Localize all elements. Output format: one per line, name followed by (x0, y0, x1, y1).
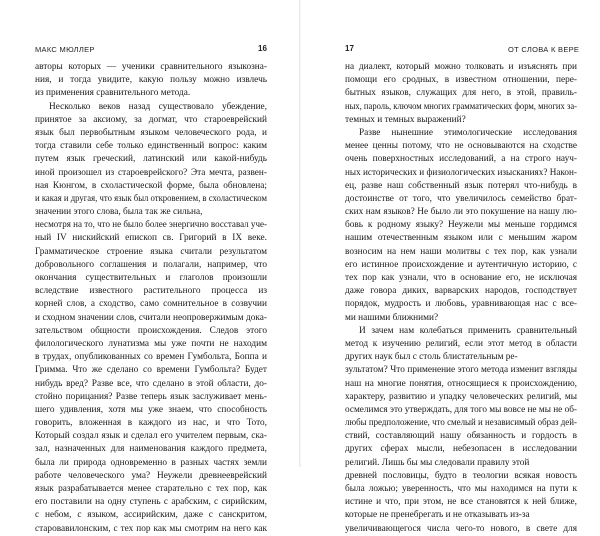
text-line: старовавилонским, с тех пор как мы смотрим на него как (35, 523, 267, 534)
text-line: несмотря на то, что не было более энергично восставал уче- (35, 220, 267, 231)
text-line: осмелимся это утверждать, для того мы вовсе не мы не об- (345, 404, 577, 415)
text-line: из применения сравнительного метода. (35, 88, 191, 99)
text-line: достоинстве от того, что увеличилось семейство брат- (345, 193, 577, 204)
text-line: наш на многие понятия, относящиеся к происхождению, (345, 378, 577, 389)
text-line: ния, и тогда увидите, какую пользу можно извлечь (35, 75, 267, 86)
text-line: древней пословицы, будто в теологии всякая новость (345, 470, 577, 481)
text-line: и какая и другая, что язык был откровением, в схоластическом (35, 193, 267, 204)
left-running-head: МАКС МЮЛЛЕР (35, 45, 95, 54)
text-line: темных и темных выражений? (345, 114, 466, 125)
text-line: Который создал язык и сделал его учителем первым, ска- (35, 431, 267, 442)
text-line: помощи его сродных, в известном отношении, пере- (345, 75, 577, 86)
text-line: добровольного соглашения и полагали, например, что (35, 259, 267, 270)
text-line: шего удивления, хотя мы уже знаем, что способность (35, 404, 267, 415)
text-line: нашим отечественным языком или с меньшим жаром (345, 233, 577, 244)
text-line: Разве нынешние этимологические исследования (359, 127, 577, 138)
text-line: других сферах мысли, небезопасен в исследовании (345, 444, 577, 455)
text-line: истине и что, при этом, не все становятся к ней ближе, (345, 497, 577, 508)
text-line: филологического лунатизма мы уже почти не находим (35, 338, 267, 349)
right-running-head: ОТ СЛОВА К ВЕРЕ (508, 45, 580, 54)
text-line: зательством общности происхождения. Следов этого (35, 325, 267, 336)
text-line: вследствие известного растительного процесса из (35, 286, 267, 297)
text-line: других наук был с столь блистательным ре- (345, 352, 518, 363)
text-line: Несколько веков назад существовало убеждение, (49, 101, 267, 112)
text-line: которые не пренебрегать и не отказывать из-за (345, 510, 530, 521)
text-line: тогда ставили себе только единственный вопрос: каким (35, 141, 267, 152)
text-line: значении этого слова, была так же сильна, (35, 207, 203, 218)
text-line: ми нашими ближними? (345, 312, 439, 323)
text-line: его истинное происхождение и аутентичную историю, с (345, 259, 577, 270)
text-line: нибудь вред? Разве все, что сделано в этой области, до- (35, 378, 267, 389)
text-line: ная Кюнгом, в схоластической форме, была обновлена; (35, 180, 267, 191)
text-line: его поставили на одну ступень с арабским, с сирийским, (35, 497, 267, 508)
text-line: возносим на нем наши молитвы с тех пор, как узнали (345, 246, 577, 257)
text-line: иной произошел из староеврейского? Эта мечта, развен- (35, 167, 267, 178)
text-line: бовь к родному языку? Неужели мы меньше гордимся (345, 220, 577, 231)
text-line: принятое за аксиому, за догмат, что староеврейский (35, 114, 267, 125)
text-line: ный IV нискийский епископ св. Григорий в IX веке. (35, 233, 267, 244)
text-line: увеличивающегося числа чего-то нового, в свете для (345, 523, 577, 534)
text-line: в трудах, опубликованных со времен Гумбольта, Боппа и (35, 352, 267, 363)
text-line: зультатом? Что применение этого метода изменит взгляды (345, 365, 577, 376)
text-line: любы предположение, что смелый и независимый образ дей- (345, 418, 577, 429)
text-line: зал, назначенных для наименования каждого предмета, (35, 444, 267, 455)
text-line: говорить, вложенная в каждого из нас, и что Тото, (35, 418, 267, 429)
text-line: ских нам языков? Не было ли это покушение на нашу лю- (345, 207, 577, 218)
text-line: религий. Лишь бы мы следовали правилу этой (345, 457, 530, 468)
text-line: работе человеческого ума? Неужели древнееврейский (35, 470, 267, 481)
text-line: менее ценны потому, что не основываются на сходстве (345, 141, 577, 152)
text-line: ных исторических и физиологических изысканиях? Након- (345, 167, 577, 178)
text-line: корней слов, а сходство, само сомнительное в созвучии (35, 299, 267, 310)
text-line: Гримма. Что же сделано со времени Гумбольта? Будет (35, 365, 267, 376)
text-line: очень поверхностных исследований, а на строго науч- (345, 154, 577, 165)
right-page (301, 0, 600, 534)
text-line: и сходном значении слов, считали неопровержимым дока- (35, 312, 267, 323)
right-page-number: 17 (345, 44, 354, 53)
text-line: с небом, с языком, ассирийским, даже с санскритом, (35, 510, 267, 521)
text-line: порядок, мудрость и любовь, уравнивающая нас с все- (345, 299, 577, 310)
text-line: была ложью; уверенность, что мы находимся на пути к (345, 484, 577, 494)
text-line: бытных языков, служащих для него, в этой, правиль- (345, 88, 577, 99)
text-line: ных, пароль, ключом многих грамматических форм, многих за- (345, 101, 577, 112)
right-page-text (345, 61, 577, 536)
text-line: И зачем нам колебаться применить сравнительный (359, 325, 577, 336)
text-line: Грамматическое строение языка считали результатом (35, 246, 267, 257)
text-line: стойно порицания? Разве теперь язык заслуживает мень- (35, 391, 267, 402)
text-line: язык разрабатывается менее старательно с тех пор, как (35, 484, 267, 494)
text-line: авторы которых — ученики сравнительного языкозна- (35, 62, 267, 72)
text-line: ствий, составляющий нашу обязанность и гордость в (345, 431, 577, 442)
text-line: окончания существительных и глаголов произошли (35, 273, 267, 283)
left-page-number: 16 (258, 44, 267, 53)
text-line: характеру, развитию и упадку человеческих религий, мы (345, 391, 577, 402)
left-page-text (35, 61, 267, 536)
text-line: даже говора диких, варварских народов, господствует (345, 286, 577, 297)
left-page (0, 0, 300, 534)
text-line: путем язык греческий, латинский или какой-нибудь (35, 154, 267, 165)
text-line: язык был первобытным языком человеческого рода, и (35, 127, 267, 138)
text-line: на диалект, который можно толковать и изъяснять при (345, 62, 577, 72)
text-line: тех пор как узнали, что в основание его, не исключая (345, 273, 577, 283)
text-line: метод к изучению религий, если этот метод в области (345, 338, 577, 349)
text-line: была ли природа одновременно в разных частях земли (35, 457, 267, 468)
text-line: ец, разве наш собственный язык потерял что-нибудь в (345, 180, 577, 191)
